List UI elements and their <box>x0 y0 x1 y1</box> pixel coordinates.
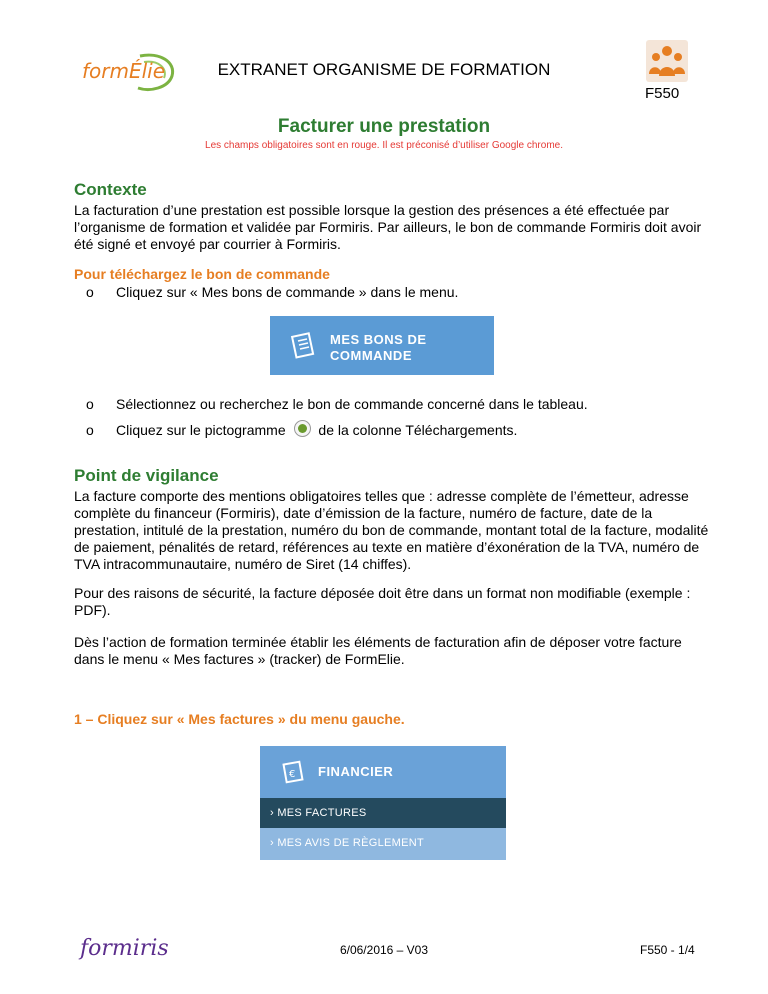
button-label-line2: COMMANDE <box>330 348 412 363</box>
footer-page-number: F550 - 1/4 <box>640 943 695 957</box>
vigilance-paragraph-1: La facture comporte des mentions obligatoires telles que : adresse complète de l’émetteur, adresse complète du financeur (Formiris), date d’émission de la facture, numéro de facture, date de la prestation, intitulé de la prestation, numéro du bon de commande, montant total de la facture, modalité de paiement, pénalités de retard, références au texte en matière d’éxonération de la TVA, numéro de TVA intracommunautaire, numéro de Siret (14 chiffes). <box>74 488 709 572</box>
document-title: Facturer une prestation <box>277 116 491 137</box>
document-list-icon <box>290 332 316 365</box>
bullet-mes-bons-text: Cliquez sur « Mes bons de commande » dans le menu. <box>116 284 459 300</box>
menu-header-financier[interactable] <box>260 746 506 798</box>
bullet-click-text-before: Cliquez sur le pictogramme <box>116 422 286 438</box>
vigilance-paragraph-3: Dès l’action de formation terminée établir les éléments de facturation afin de déposer votre facture dans le menu « Mes factures » (tracker) de FormElie. <box>74 634 682 667</box>
section-heading-contexte: Contexte <box>74 180 147 199</box>
bullet-marker: o <box>86 284 94 300</box>
svg-text:€: € <box>289 769 296 780</box>
bullet-marker: o <box>86 396 94 412</box>
footer-date-version: 6/06/2016 – V03 <box>339 943 429 957</box>
formelie-logo-text: formÉlie <box>82 59 166 83</box>
download-order-heading: Pour téléchargez le bon de commande <box>74 266 330 282</box>
menu-item-mes-factures[interactable] <box>260 798 506 828</box>
step1-heading: 1 – Cliquez sur « Mes factures » du menu gauche. <box>74 711 405 727</box>
formiris-logo-text: formiris <box>80 936 169 961</box>
bullet-select-order <box>86 396 588 413</box>
menu-item-mes-avis-de-reglement[interactable] <box>260 828 506 860</box>
menu-item-label: › MES AVIS DE RÈGLEMENT <box>270 837 425 849</box>
bullet-mes-bons <box>86 284 458 301</box>
menu-title: FINANCIER <box>318 764 394 779</box>
bullet-click-pictogram <box>86 420 517 439</box>
header-title: EXTRANET ORGANISME DE FORMATION <box>217 60 551 79</box>
bullet-click-text-after: de la colonne Téléchargements. <box>318 422 518 438</box>
people-group-icon <box>646 40 688 82</box>
document-code: F550 <box>645 85 680 102</box>
bullet-select-order-text: Sélectionnez ou recherchez le bon de commande concerné dans le tableau. <box>116 396 588 412</box>
vigilance-paragraph-2: Pour des raisons de sécurité, la facture déposée doit être dans un format non modifiable (exemple : PDF). <box>74 585 691 618</box>
download-icon[interactable] <box>294 420 311 437</box>
button-label-line1: MES BONS DE <box>330 332 427 347</box>
contexte-paragraph: La facturation d’une prestation est possible lorsque la gestion des présences a été effectuée par l’organisme de formation et validée par Formiris. Par ailleurs, le bon de commande Formiris doit avoir été signé et envoyé par courrier à Formiris. <box>74 202 702 252</box>
section-heading-vigilance: Point de vigilance <box>74 466 219 485</box>
euro-document-icon <box>282 760 306 789</box>
mandatory-fields-note: Les champs obligatoires sont en rouge. Il est préconisé d’utiliser Google chrome. <box>205 140 563 151</box>
mes-bons-de-commande-button[interactable] <box>270 316 494 375</box>
financier-menu <box>260 746 506 864</box>
menu-item-label: › MES FACTURES <box>270 807 367 819</box>
bullet-marker: o <box>86 422 94 438</box>
